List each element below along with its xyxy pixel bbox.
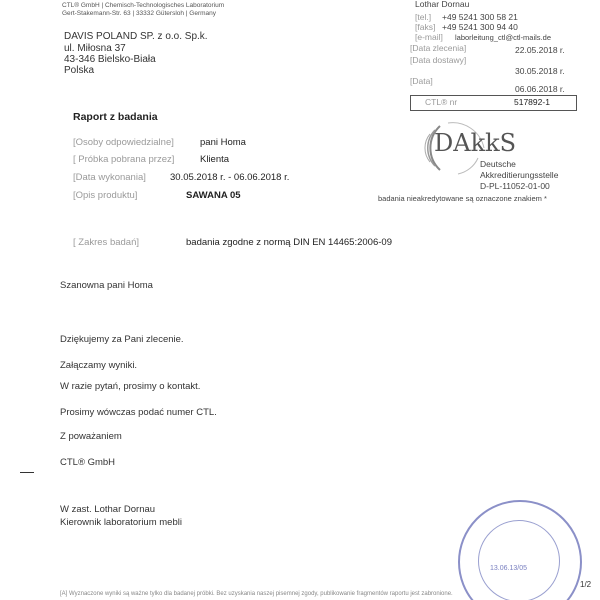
field-label: [Opis produktu] — [73, 190, 138, 201]
dakks-accreditation-number: D-PL-11052-01-00 — [480, 181, 550, 191]
delivery-date-value: 30.05.2018 r. — [515, 66, 565, 76]
letter-line: Z poważaniem — [60, 431, 122, 442]
date-label: [Data] — [410, 76, 433, 86]
tel-label: [tel.] — [415, 12, 432, 22]
field-value: pani Homa — [200, 137, 246, 148]
letter-line: Szanowna pani Homa — [60, 280, 153, 291]
signature-name: W zast. Lothar Dornau — [60, 504, 156, 515]
tel-value: +49 5241 300 58 21 — [442, 12, 518, 22]
dakks-text: Deutsche — [480, 159, 516, 169]
date-value: 06.06.2018 r. — [515, 84, 565, 94]
product-name: SAWANA 05 — [186, 190, 241, 201]
recipient-line: ul. Miłosna 37 — [64, 43, 126, 54]
field-label: [ Próbka pobrana przez] — [73, 154, 175, 165]
field-value: Klienta — [200, 154, 230, 165]
recipient-line: 43-346 Bielsko-Biała — [64, 54, 156, 65]
stamp-date: 13.06.13/05 — [490, 565, 527, 572]
fax-value: +49 5241 300 94 40 — [442, 22, 518, 32]
scope-label: [ Zakres badań] — [73, 237, 140, 248]
letterhead-line-1: CTL® GmbH | Chemisch-Technologisches Laboratorium — [62, 2, 225, 9]
official-stamp-inner — [478, 520, 560, 600]
fax-label: [faks] — [415, 22, 436, 32]
ctl-number-label: CTL® nr — [425, 97, 458, 107]
delivery-date-label: [Data dostawy] — [410, 55, 467, 65]
email-value: laborleitung_ctl@ctl-mails.de — [455, 33, 551, 42]
letter-line: Załączamy wyniki. — [60, 360, 138, 371]
accreditation-note: badania nieakredytowane są oznaczone znakiem * — [378, 194, 547, 203]
recipient-line: Polska — [64, 65, 95, 76]
field-value: 30.05.2018 r. - 06.06.2018 r. — [170, 172, 290, 183]
email-label: [e-mail] — [415, 32, 443, 42]
field-label: [Data wykonania] — [73, 172, 146, 183]
letter-line: Dziękujemy za Pani zlecenie. — [60, 334, 184, 345]
dakks-text: Akkreditierungsstelle — [480, 170, 559, 180]
field-label: [Osoby odpowiedzialne] — [73, 137, 174, 148]
report-title: Raport z badania — [73, 111, 158, 123]
signature-title: Kierownik laboratorium mebli — [60, 517, 182, 528]
page-number: 1/2 — [580, 580, 592, 589]
letter-line: W razie pytań, prosimy o kontakt. — [60, 381, 201, 392]
scope-value: badania zgodne z normą DIN EN 14465:2006-09 — [186, 237, 392, 248]
contact-name: Lothar Dornau — [415, 0, 470, 9]
dakks-wordmark: DAkkS — [434, 129, 517, 157]
recipient-line: DAVIS POLAND SP. z o.o. Sp.k. — [64, 31, 208, 42]
letter-line: Prosimy wówczas podać numer CTL. — [60, 407, 217, 418]
letterhead-line-2: Gert-Stakemann-Str. 63 | 33332 Gütersloh | Germany — [62, 10, 217, 17]
order-date-label: [Data zlecenia] — [410, 43, 467, 53]
footer-note: [A] Wyznaczone wyniki są ważne tylko dla badanej próbki. Bez uzyskania naszej pisemnej zgody, publikowanie fragmentów raportu jest zabronione. — [60, 591, 453, 597]
order-date-value: 22.05.2018 r. — [515, 45, 565, 55]
ctl-number-value: 517892-1 — [514, 97, 550, 107]
ctl-number-box — [410, 95, 577, 111]
letter-line: CTL® GmbH — [60, 457, 116, 468]
fold-mark — [20, 472, 34, 473]
